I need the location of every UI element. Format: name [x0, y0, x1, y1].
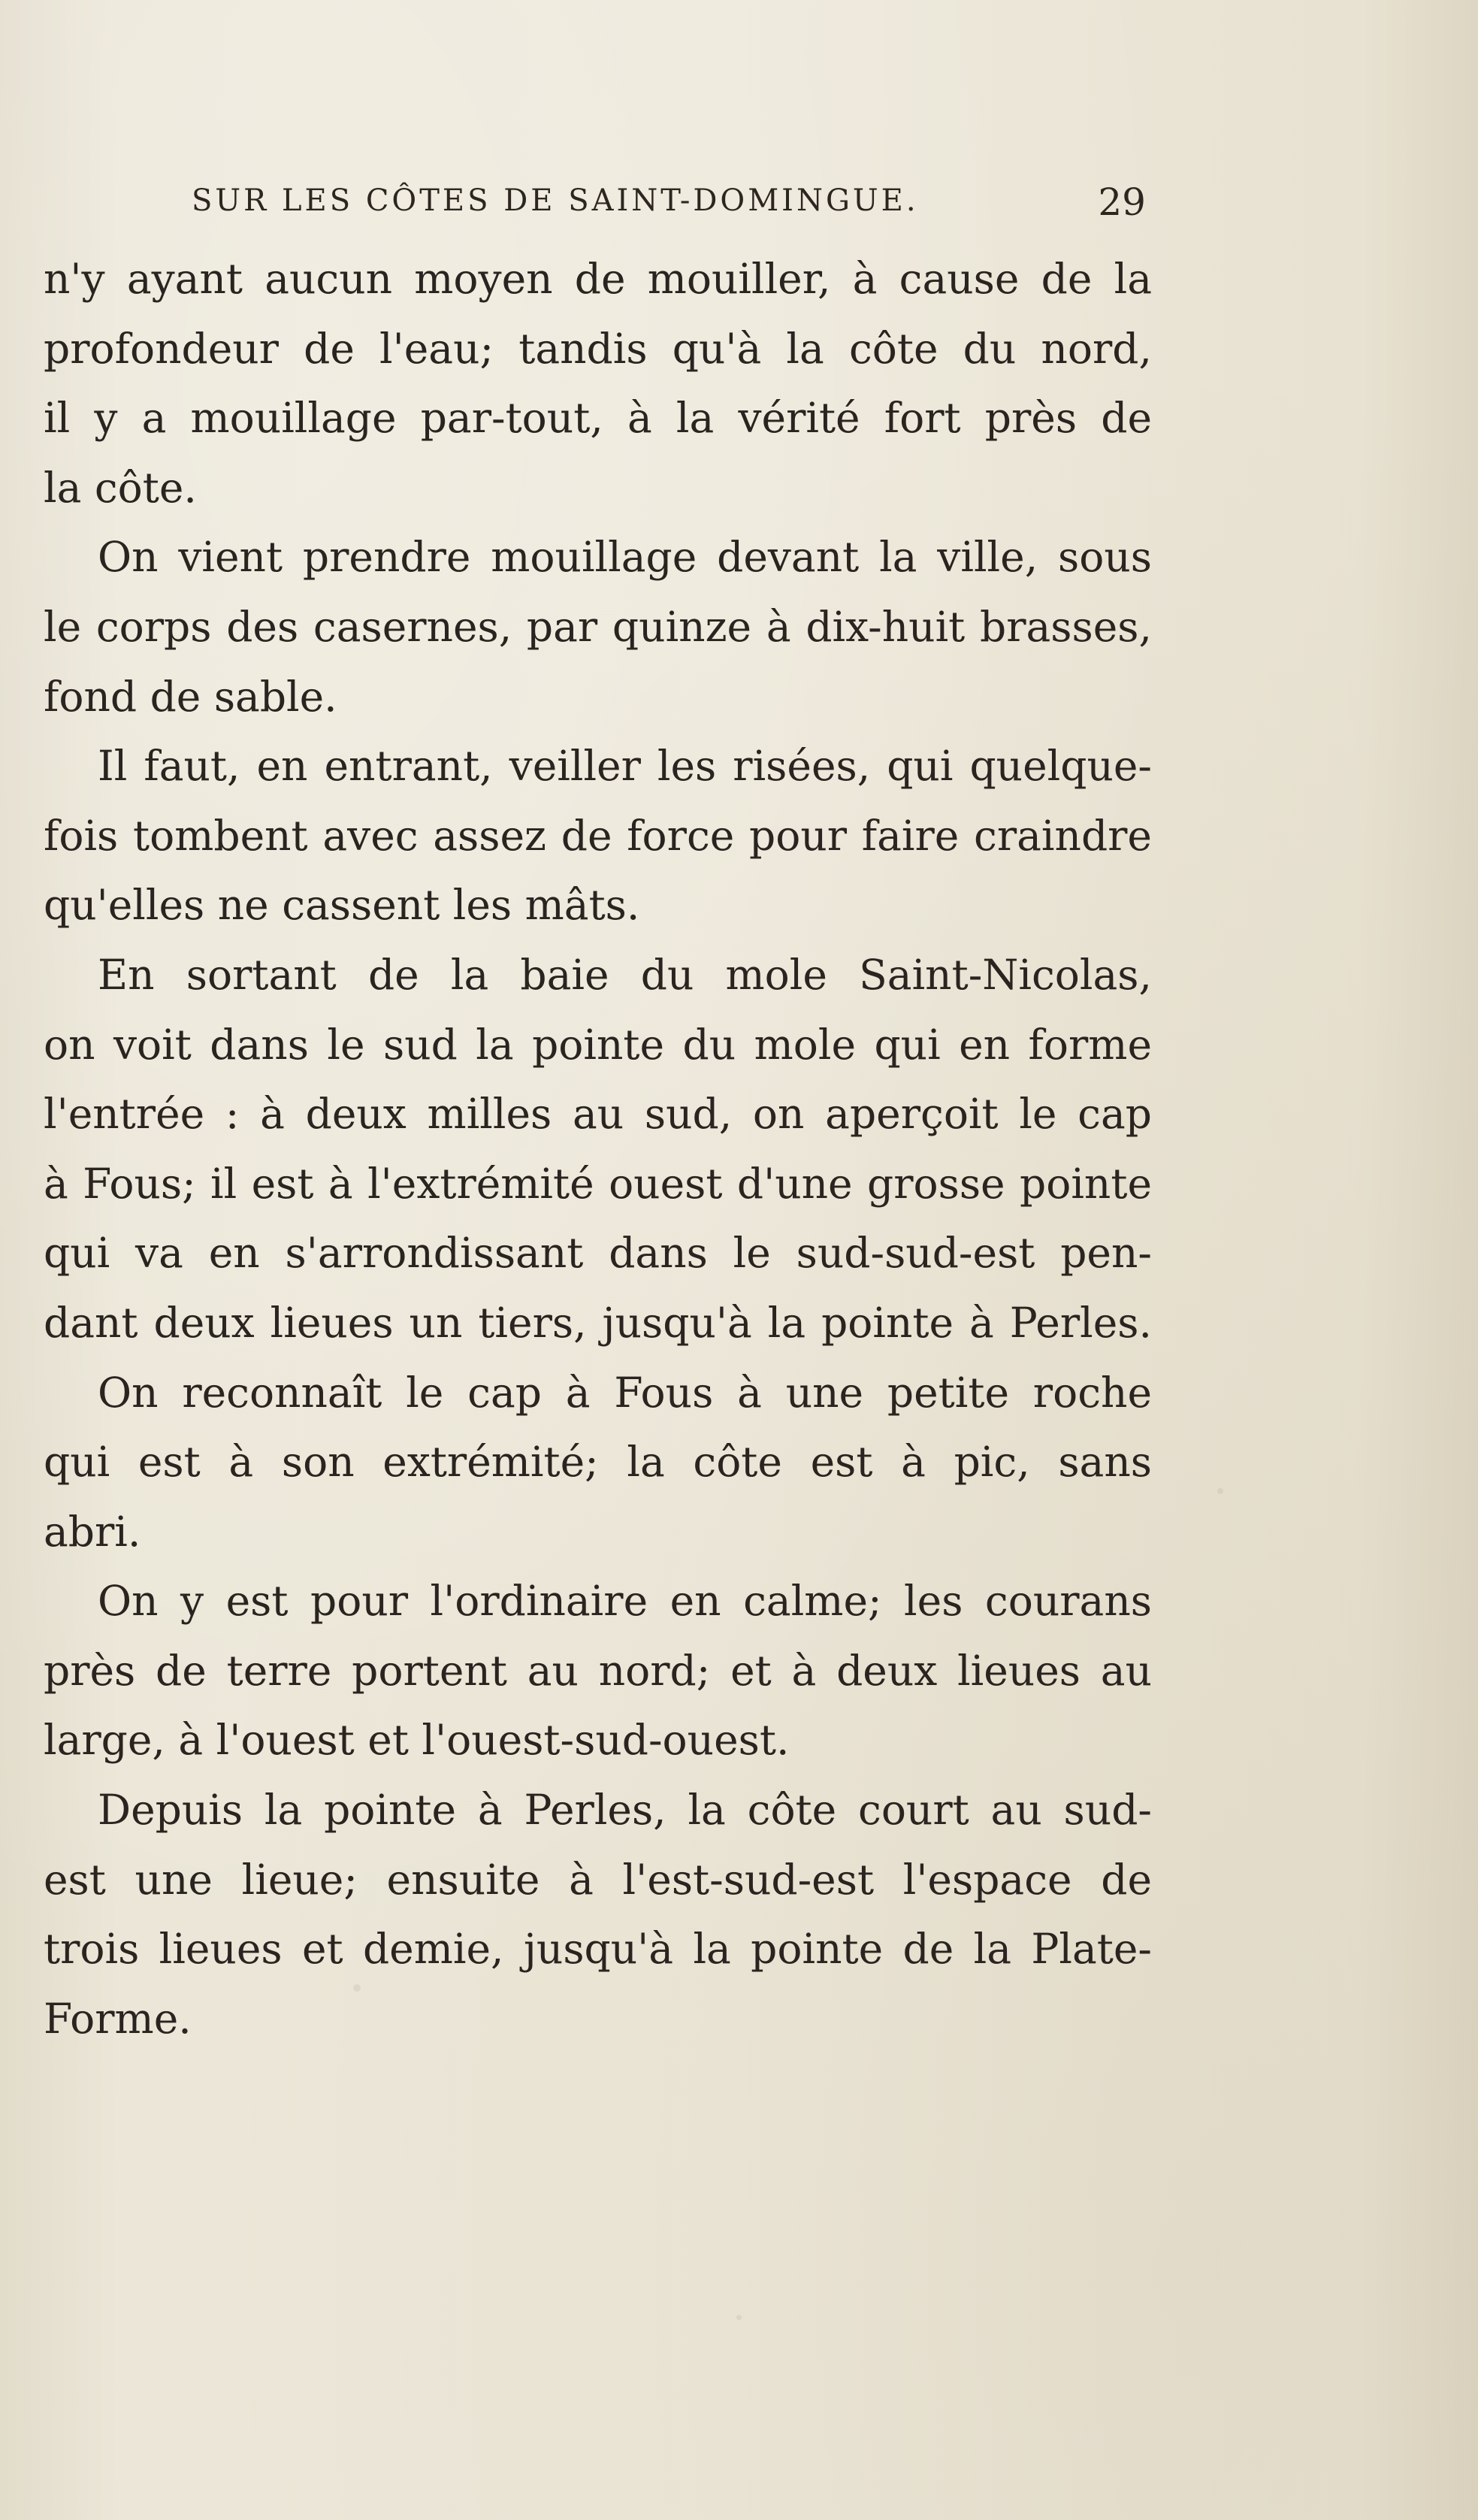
paper-spot: [736, 2315, 742, 2320]
text-line: profondeur de l'eau; tandis qu'à la côte du nord,: [44, 324, 1152, 373]
paragraph-first-line: On y est pour l'ordinaire en calme; les courans: [98, 1577, 1152, 1626]
text-line: trois lieues et demie, jusqu'à la pointe de la Plate-: [44, 1925, 1152, 1974]
text-line: la côte.: [44, 463, 197, 512]
text-line: abri.: [44, 1507, 141, 1556]
paragraph-first-line: On reconnaît le cap à Fous à une petite roche: [98, 1368, 1152, 1417]
paragraph-first-line: Il faut, en entrant, veiller les risées, qui quelque-: [98, 742, 1152, 791]
text-line: on voit dans le sud la pointe du mole qui en forme: [44, 1020, 1152, 1069]
text-line: qu'elles ne cassent les mâts.: [44, 881, 640, 930]
text-line: le corps des casernes, par quinze à dix-huit brasses,: [44, 602, 1152, 651]
paragraph-first-line: Depuis la pointe à Perles, la côte court au sud-: [98, 1786, 1152, 1835]
body-text: [44, 244, 1152, 2053]
text-line: qui va en s'arrondissant dans le sud-sud-est pen-: [44, 1229, 1152, 1278]
text-line: Forme.: [44, 1994, 192, 2043]
paper-spot: [1217, 1488, 1223, 1494]
text-line: il y a mouillage par-tout, à la vérité fort près de: [44, 394, 1152, 443]
text-line: qui est à son extrémité; la côte est à pic, sans: [44, 1438, 1152, 1487]
text-line: fois tombent avec assez de force pour faire craindre: [44, 811, 1152, 860]
paragraph-first-line: En sortant de la baie du mole Saint-Nicolas,: [98, 950, 1152, 999]
text-line: près de terre portent au nord; et à deux lieues au: [44, 1646, 1152, 1695]
paragraph-first-line: On vient prendre mouillage devant la ville, sous: [98, 533, 1152, 582]
text-line: dant deux lieues un tiers, jusqu'à la pointe à Perles.: [44, 1298, 1152, 1347]
text-line: l'entrée : à deux milles au sud, on aperçoit le cap: [44, 1090, 1152, 1139]
running-head-title: SUR LES CÔTES DE SAINT-DOMINGUE.: [192, 183, 919, 218]
page-number: 29: [1098, 180, 1146, 224]
running-head: [192, 180, 1146, 233]
text-line: fond de sable.: [44, 672, 337, 721]
text-line: est une lieue; ensuite à l'est-sud-est l'espace de: [44, 1855, 1152, 1904]
text-line: à Fous; il est à l'extrémité ouest d'une grosse pointe: [44, 1159, 1152, 1208]
text-line: n'y ayant aucun moyen de mouiller, à cause de la: [44, 255, 1152, 303]
text-line: large, à l'ouest et l'ouest-sud-ouest.: [44, 1716, 790, 1765]
